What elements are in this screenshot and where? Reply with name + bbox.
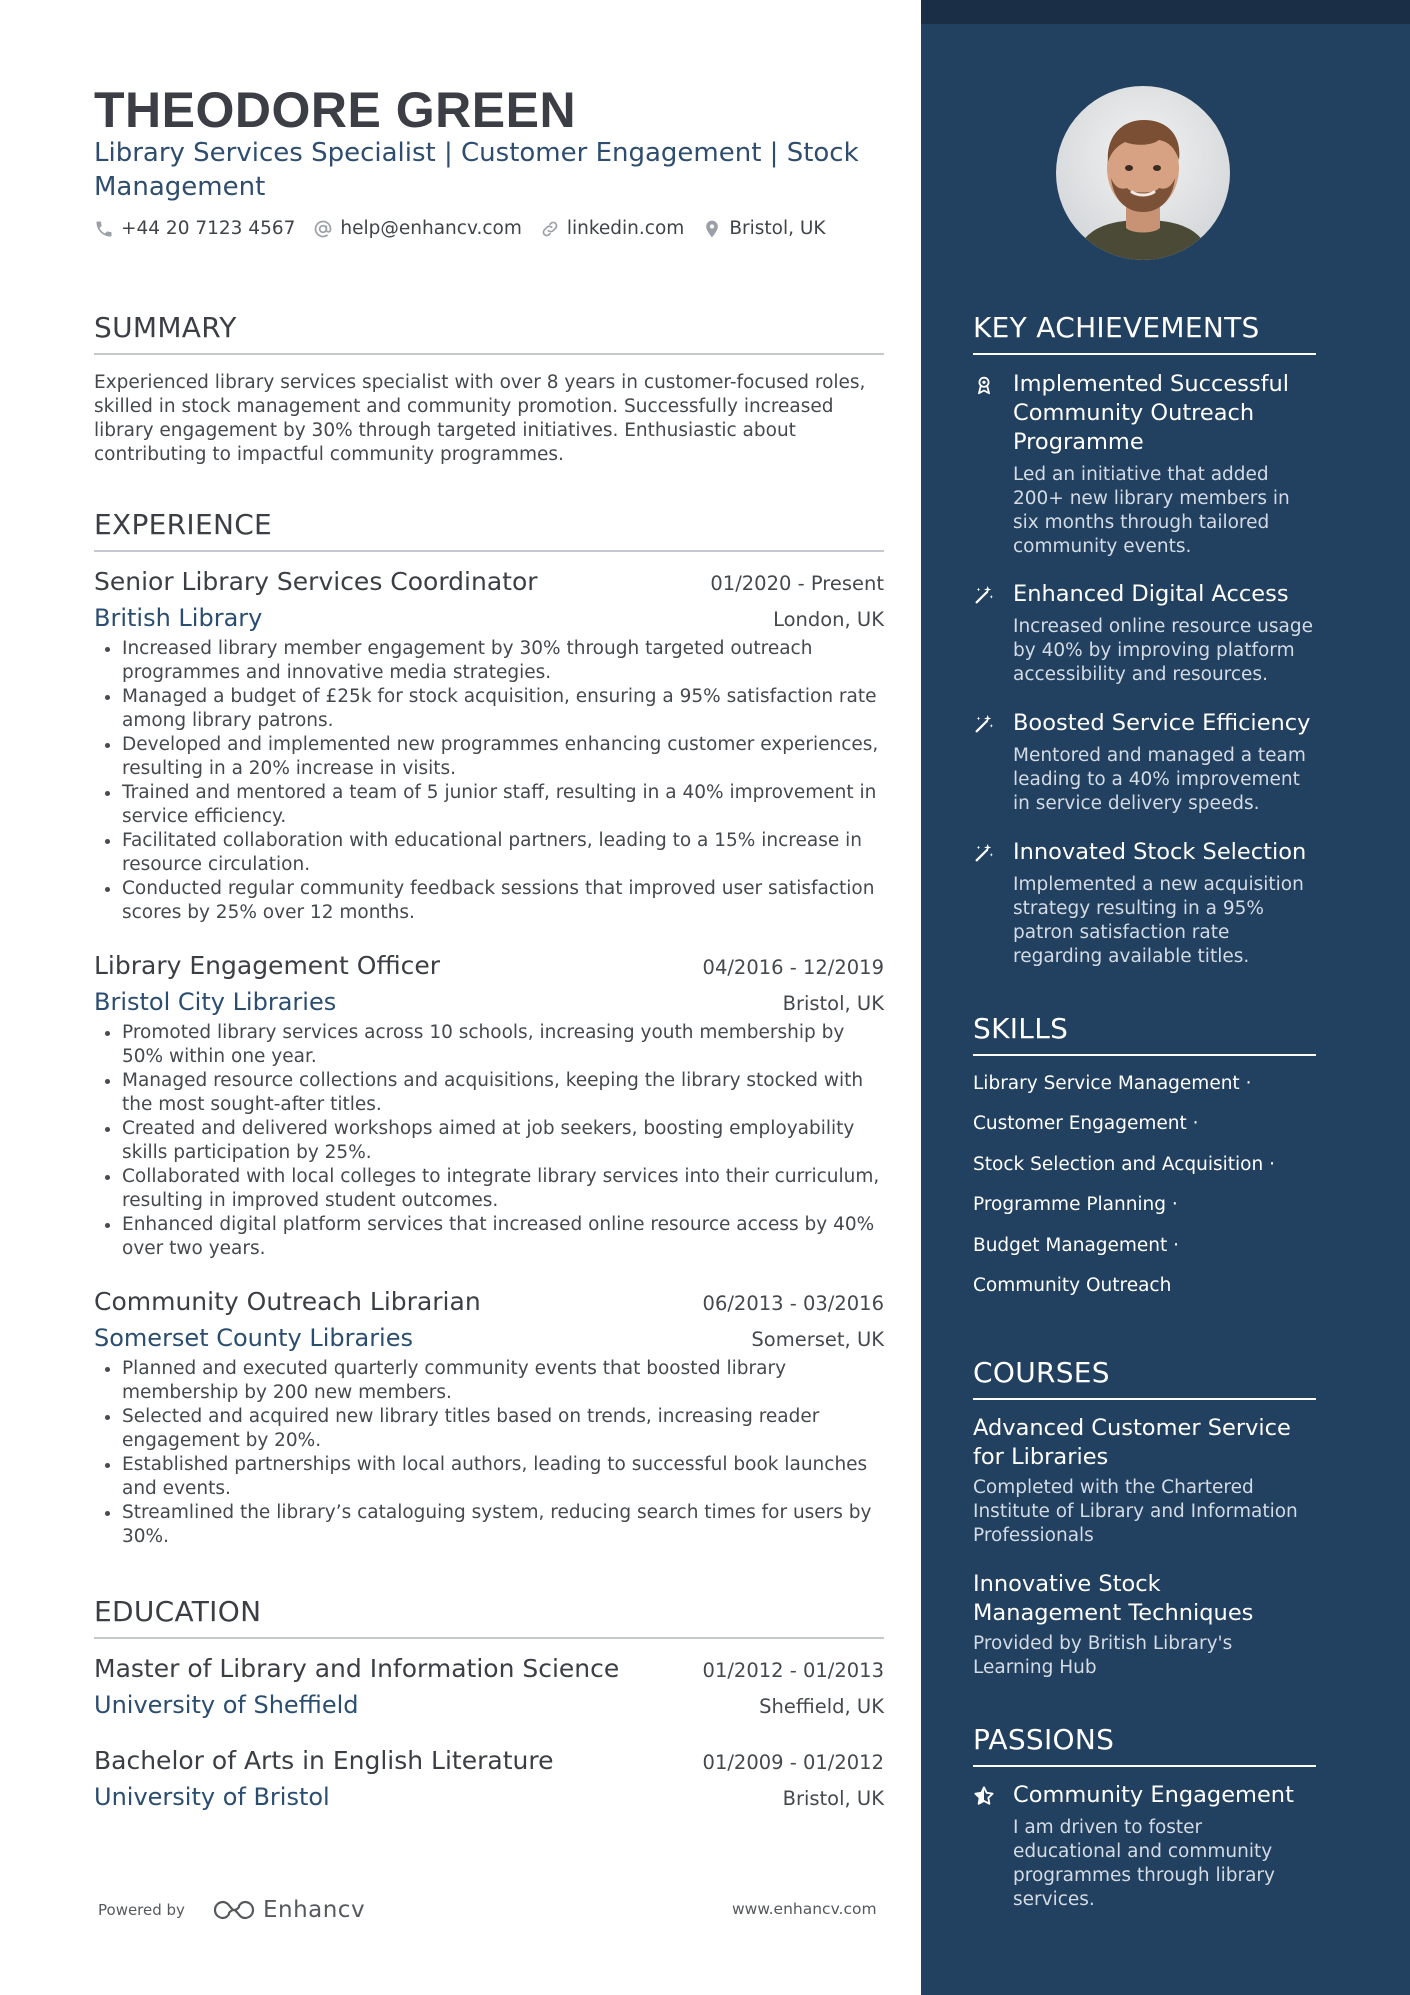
job-bullet: • Promoted library services across 10 schools, increasing youth membership by 50% within one year. [122,1021,884,1069]
skill-item: Programme Planning · [973,1194,1178,1215]
education-entry [94,1744,884,1816]
sidebar-top-bar [921,0,1410,24]
school-location: Sheffield, UK [759,1695,884,1718]
passion-desc: I am driven to foster educational and community programmes through library services. [1013,1817,1275,1910]
link-icon [540,219,560,239]
job-location: Bristol, UK [782,992,884,1015]
candidate-name: THEODORE GREEN [94,82,577,138]
course-title: Advanced Customer Service for Libraries [973,1415,1291,1470]
job-title: Community Outreach Librarian [94,1287,481,1316]
achievement-desc: Implemented a new acquisition strategy resulting in a 95% patron satisfaction rate regarding available titles. [1013,874,1304,967]
job-dates: 01/2020 - Present [710,572,884,595]
job-bullet: • Conducted regular community feedback sessions that improved user satisfaction scores by 25% over 12 months. [122,877,884,925]
job-company: Somerset County Libraries [94,1324,413,1352]
footer-website[interactable]: www.enhancv.com [732,1900,877,1918]
powered-by-label: Powered by [98,1901,185,1919]
at-icon [313,219,333,239]
achievement-desc: Increased online resource usage by 40% by improving platform accessibility and resources. [1013,616,1313,685]
star-icon [973,1785,995,1807]
job-bullet: • Enhanced digital platform services that increased online resource access by 40% over two years. [122,1213,884,1261]
magic-wand-icon [973,713,995,735]
magic-wand-icon [973,842,995,864]
enhancv-brand: Enhancv [262,1897,366,1923]
job-bullets [94,1357,884,1549]
job-title: Library Engagement Officer [94,951,441,980]
job-bullets [94,1021,884,1261]
passion-title: Community Engagement [1013,1782,1294,1808]
education-entry [94,1652,884,1724]
contact-phone-text: +44 20 7123 4567 [121,218,296,239]
experience-heading: EXPERIENCE [94,508,884,552]
job-bullets [94,637,884,925]
job-company: British Library [94,604,263,632]
skill-item: Community Outreach [973,1275,1172,1296]
contact-email[interactable] [313,218,521,239]
experience-entry [94,949,884,1261]
passions-heading: PASSIONS [973,1723,1316,1767]
job-dates: 04/2016 - 12/2019 [702,956,884,979]
experience-entry [94,565,884,925]
job-company: Bristol City Libraries [94,988,337,1016]
job-location: London, UK [773,608,884,631]
skill-item: Stock Selection and Acquisition · [973,1154,1275,1175]
achievement-desc: Mentored and managed a team leading to a 40% improvement in service delivery speeds. [1013,745,1306,814]
job-bullet: • Facilitated collaboration with educational partners, leading to a 15% increase in resource circulation. [122,829,884,877]
award-icon [973,374,995,396]
achievement-desc: Led an initiative that added 200+ new library members in six months through tailored community events. [1013,464,1290,557]
school-name: University of Bristol [94,1783,330,1811]
achievement-title: Implemented Successful Community Outreach Programme [1013,371,1290,455]
job-bullet: • Managed resource collections and acquisitions, keeping the library stocked with the most sought-after titles. [122,1069,884,1117]
course-desc: Completed with the Chartered Institute of Library and Information Professionals [973,1477,1298,1546]
skill-item: Library Service Management · [973,1073,1252,1094]
course-item [973,1570,1316,1680]
experience-entry [94,1285,884,1549]
job-bullet: • Selected and acquired new library titles based on trends, increasing reader engagement by 20%. [122,1405,884,1453]
powered-by [98,1897,365,1923]
enhancv-logo-icon [211,1898,257,1922]
avatar [1056,86,1230,260]
achievement-title: Enhanced Digital Access [1013,581,1289,607]
skill-item: Customer Engagement · [973,1113,1199,1134]
phone-icon [94,219,114,239]
contact-location-text: Bristol, UK [729,218,826,239]
course-item [973,1414,1316,1548]
job-bullet: • Trained and mentored a team of 5 junior staff, resulting in a 40% improvement in service efficiency. [122,781,884,829]
achievement-item [973,580,1316,687]
job-bullet: • Managed a budget of £25k for stock acquisition, ensuring a 95% satisfaction rate among library patrons. [122,685,884,733]
school-location: Bristol, UK [782,1787,884,1810]
achievement-title: Innovated Stock Selection [1013,839,1307,865]
location-pin-icon [702,219,722,239]
summary-heading: SUMMARY [94,311,884,355]
job-bullet: • Increased library member engagement by 30% through targeted outreach programmes and innovative media strategies. [122,637,884,685]
job-bullet: • Collaborated with local colleges to integrate library services into their curriculum, resulting in improved student outcomes. [122,1165,884,1213]
contact-bar [94,218,844,239]
contact-location [702,218,825,239]
degree-dates: 01/2012 - 01/2013 [702,1659,884,1682]
course-desc: Provided by British Library's Learning Hub [973,1633,1233,1678]
course-title: Innovative Stock Management Techniques [973,1571,1254,1626]
school-name: University of Sheffield [94,1691,359,1719]
achievement-item [973,709,1316,816]
job-bullet: • Created and delivered workshops aimed at job seekers, boosting employability skills participation by 25%. [122,1117,884,1165]
candidate-tagline: Library Services Specialist | Customer Engagement | Stock Management [94,138,859,202]
contact-linkedin[interactable] [540,218,684,239]
job-location: Somerset, UK [751,1328,884,1351]
courses-heading: COURSES [973,1356,1316,1400]
degree-dates: 01/2009 - 01/2012 [702,1751,884,1774]
achievement-item [973,370,1316,559]
summary-text: Experienced library services specialist with over 8 years in customer-focused roles, skilled in stock management and community promotion. Successfully increased library engagement by 30% through targeted initiatives. Enthusiastic about contributing to impactful community programmes. [94,372,866,465]
contact-phone[interactable] [94,218,295,239]
sidebar [921,0,1410,1995]
degree-title: Master of Library and Information Science [94,1654,620,1683]
contact-email-text: help@enhancv.com [340,218,522,239]
job-dates: 06/2013 - 03/2016 [702,1292,884,1315]
degree-title: Bachelor of Arts in English Literature [94,1746,554,1775]
passion-item [973,1781,1316,1912]
job-bullet: • Planned and executed quarterly community events that boosted library membership by 200 new members. [122,1357,884,1405]
education-heading: EDUCATION [94,1595,884,1639]
achievements-heading: KEY ACHIEVEMENTS [973,311,1316,355]
job-bullet: • Established partnerships with local authors, leading to successful book launches and events. [122,1453,884,1501]
contact-linkedin-text: linkedin.com [566,218,685,239]
portrait-photo-icon [1056,86,1230,260]
achievement-item [973,838,1316,969]
skill-item: Budget Management · [973,1235,1180,1256]
achievement-title: Boosted Service Efficiency [1013,710,1311,736]
magic-wand-icon [973,584,995,606]
job-bullet: • Developed and implemented new programmes enhancing customer experiences, resulting in a 20% increase in visits. [122,733,884,781]
job-title: Senior Library Services Coordinator [94,567,538,596]
job-bullet: • Streamlined the library’s cataloguing system, reducing search times for users by 30%. [122,1501,884,1549]
skills-heading: SKILLS [973,1012,1316,1056]
